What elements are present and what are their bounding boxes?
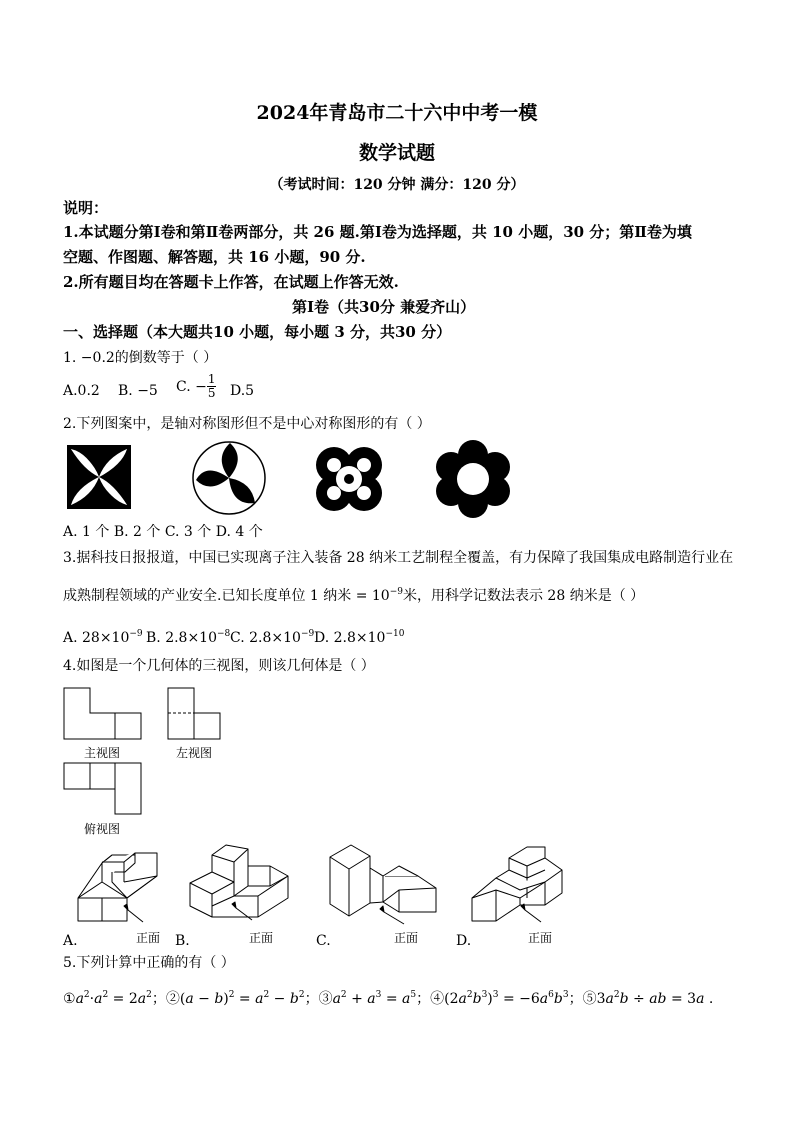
q3-option-c-base: C. 2.8×10 — [230, 630, 301, 646]
option-d-solid — [472, 847, 562, 922]
top-view-drawing — [64, 763, 141, 814]
q2-stem: 2.下列图案中，是轴对称图形但不是中心对称图形的有（ ） — [63, 416, 431, 432]
q5-item-2: ②(a − $b)^2 = a^2 - b^2$； — [165, 990, 319, 1007]
left-view-label: 左视图 — [176, 746, 213, 760]
q3-option-b-base: B. 2.8×10 — [146, 630, 217, 646]
q3-option-d-exp: −10 — [385, 629, 405, 639]
exam-info: （考试时间：120 分钟 满分：120 分） — [269, 177, 525, 193]
q3-line2-exponent: −9 — [389, 587, 403, 597]
q4-option-a: A. — [63, 933, 78, 949]
q4-option-c: C. — [316, 933, 331, 949]
q1-option-c-numerator: 1 — [207, 372, 216, 386]
q3-line1: 3.据科技日报报道，中国已实现离子注入装备 28 纳米工艺制程全覆盖，有力保障了我国集成电路制造行业在 — [63, 550, 734, 566]
q1-option-d: D.5 — [230, 383, 255, 399]
left-view-drawing — [168, 688, 220, 739]
q5-expressions — [63, 985, 713, 1009]
q3-option-a-base: A. 28×10 — [63, 630, 130, 646]
option-b-solid — [190, 845, 288, 920]
q1-option-c-denominator: 5 — [207, 386, 216, 400]
instructions-line1b: 空题、作图题、解答题，共 16 小题，90 分. — [63, 248, 366, 266]
instructions-label: 说明： — [63, 199, 109, 217]
q4-option-d: D. — [456, 933, 472, 949]
q3-line2-part1: 成熟制程领域的产业安全.已知长度单位 1 纳米 = 10 — [63, 588, 390, 604]
front-view-label: 主视图 — [84, 746, 121, 760]
q4-option-b: B. — [175, 933, 190, 949]
q1-option-b: B. −5 — [118, 383, 158, 399]
q1-option-a: A.0.2 — [63, 383, 100, 399]
q2-options: A. 1 个 B. 2 个 C. 3 个 D. 4 个 — [63, 524, 263, 540]
q5-item-4: $④(2a^2b^3)^3 = -6a^6b^3$； — [430, 990, 583, 1007]
q3-option-a-exp: −9 — [129, 629, 143, 639]
instructions-line1a: 1.本试题分第Ⅰ卷和第Ⅱ卷两部分，共 26 题.第Ⅰ卷为选择题，共 10 小题，30 分；第Ⅱ卷为填 — [63, 223, 692, 241]
q3-line2-part2: 米，用科学记数法表示 28 纳米是（ ） — [402, 588, 645, 604]
page-title: 2024年青岛市二十六中中考一模 — [256, 102, 538, 124]
q4-stem: 4.如图是一个几何体的三视图，则该几何体是（ ） — [63, 658, 375, 674]
q5-item-1: $①a^2\cdot a^2 = 2a^2$； — [63, 990, 166, 1007]
q1-stem: 1. −0.2的倒数等于（ ） — [63, 350, 218, 366]
option-c-solid — [330, 845, 436, 924]
q4-option-d-front-label: 正面 — [528, 931, 553, 945]
volume-heading: 第Ⅰ卷（共30分 兼爱齐山） — [292, 298, 476, 316]
q5-item-5: $⑤3a^2b$ ÷ ab = 3a . — [582, 990, 714, 1007]
q4-option-c-front-label: 正面 — [394, 931, 419, 945]
q1-option-c-prefix: C. − — [176, 378, 207, 395]
q5-item-3: $③a^2 + a^3 = a^5$； — [318, 990, 431, 1007]
subject-title: 数学试题 — [358, 142, 435, 164]
section-heading: 一、选择题（本大题共10 小题，每小题 3 分，共30 分） — [63, 323, 452, 341]
q3-option-d-base: D. 2.8×10 — [314, 630, 386, 646]
instructions-line2: 2.所有题目均在答题卡上作答，在试题上作答无效. — [63, 273, 399, 291]
q4-option-a-front-label: 正面 — [136, 931, 161, 945]
q3-option-b-exp: −8 — [217, 629, 231, 639]
top-view-label: 俯视图 — [84, 822, 121, 836]
option-a-solid — [78, 853, 157, 922]
q4-option-b-front-label: 正面 — [249, 931, 274, 945]
q3-option-c-exp: −9 — [300, 629, 315, 639]
q5-stem: 5.下列计算中正确的有（ ） — [63, 955, 235, 971]
front-view-drawing — [64, 688, 141, 739]
